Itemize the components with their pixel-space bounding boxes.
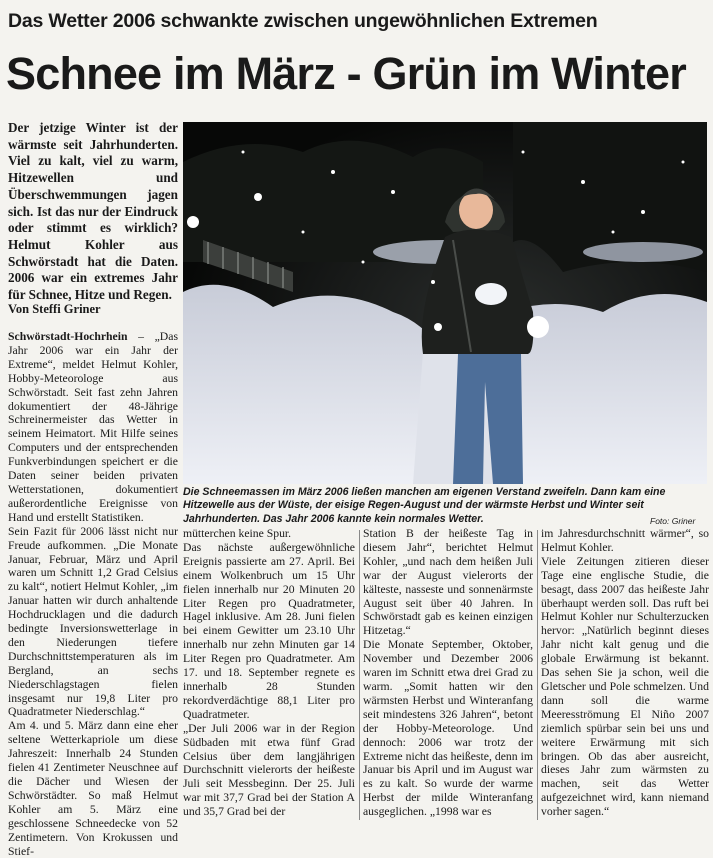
photo-illustration: [183, 122, 707, 484]
photo-caption: Die Schneemassen im März 2006 ließen manchen am eigenen Verstand zweifeln. Dann kam eine Hitzewelle aus der Wüste, der eisige Regen-August und der wärmste Herbst und Winter seit Jahrhunderten. Das Jahr 2006 kannte kein normales Wetter.: [183, 486, 666, 525]
article-column-1: [8, 330, 178, 858]
article-column-3: [363, 527, 533, 822]
snow-photo: [183, 122, 707, 484]
article-column-2: [183, 527, 355, 822]
dateline: Schwörstadt-Hochrhein: [8, 330, 128, 343]
paragraph: Die Monate September, Oktober, November und Dezember 2006 waren im Schnitt etwa drei Grad zu warm. „Somit hatten wir den wärmsten Herbst und Winteranfang seit mindestens 326 Jahren“, betont der Hobby-Meteorologe. Und dennoch: 2006 war trotz der Extreme nicht das heißeste, denn im Januar bis April und im August war es zu kalt. So wurde der warme Herbst der milde Winteranfang ausgeglichen. „1998 war es: [363, 638, 533, 819]
paragraph: Station B der heißeste Tag in diesem Jahr“, berichtet Helmut Kohler, „und nach dem heißen Juli war der August vielerorts der kälteste, nasseste und sonnenärmste August seit über 40 Jahren. In Schwörstadt gab es keinen einzigen Hitzetag.“: [363, 527, 533, 638]
paragraph: Viele Zeitungen zitieren dieser Tage eine englische Studie, die besagt, dass 2007 das heißeste Jahr überhaupt werden soll. Das ruft bei Helmut Kohler nur Schulterzucken hervor: „Natürlich beginnt dieses Jahr nicht kalt genug und die globale Erwärmung ist bekannt. Das sehen Sie ja schon, weil die Gletscher und Pole schmelzen. Und dann soll die warme Meeresströmung El Niño 2007 ziemlich spürbar sein bei uns und weitere Erwärmung mit sich bringen. Ob das aber ausreicht, dieses Jahr zum wärmsten zu machen, seit das Wetter aufgezeichnet wird, kann niemand vorher sagen.“: [541, 554, 709, 819]
article-column-4: [541, 527, 709, 822]
lead-paragraph: Der jetzige Winter ist der wärmste seit Jahrhunderten. Viel zu kalt, viel zu warm, Hitzewellen und Überschwemmungen jagen sich. Ist das nur der Eindruck oder stimmt es wirklich? Helmut Kohler aus Schwörstadt hat die Daten. 2006 war ein extremes Jahr für Schnee, Hitze und Regen.: [8, 120, 178, 303]
paragraph-text: – „Das Jahr 2006 war ein Jahr der Extreme“, meldet Helmut Kohler, Hobby-Meteorologe aus Schwörstadt. Seit fast zehn Jahren dokumentiert der 48-Jährige Schreinermeister das Wetter in seinem Heimatort. Mit Hilfe seines Computers und der entsprechenden Funkverbindungen speichert er die Daten seiner beiden privaten Wetterstationen, dokumentiert außerordentliche Ereignisse von Hand und erstellt Statistiken.: [8, 330, 178, 524]
paragraph: Am 4. und 5. März dann eine eher seltene Wetterkapriole um diese Jahreszeit: Innerhalb 24 Stunden fielen 41 Zentimeter Neuschnee auf die Dächer und Wiesen der Schwörstädter. So maß Helmut Kohler am 5. März eine geschlossene Schneedecke von 52 Zentimetern. Von Krokussen und Stief-: [8, 719, 178, 858]
main-headline: Schnee im März - Grün im Winter: [6, 48, 686, 99]
paragraph: „Der Juli 2006 war in der Region Südbaden mit etwa fünf Grad Celsius über dem langjährigen Durchschnitt vielerorts der heißeste Juli seit Messbeginn. Der 25. Juli war mit 37,7 Grad bei der Station A und 35,7 Grad bei der: [183, 721, 355, 819]
paragraph: [8, 330, 178, 525]
paragraph: mütterchen keine Spur.: [183, 527, 292, 540]
kicker-headline: Das Wetter 2006 schwankte zwischen ungewöhnlichen Extremen: [8, 10, 598, 32]
paragraph: Sein Fazit für 2006 lässt nicht nur Freude aufkommen. „Die Monate Januar, Februar, März und April waren um Schnitt 1,2 Grad Celsius zu kalt“, notiert Helmut Kohler, „im Januar hatten wir durch anhaltende Hochdrucklagen und die dadurch bedingte Inversionswetterlage in den Niederungen tiefere Durchschnittstemperaturen als im Bergland, an sechs Niederschlagstagen fielen insgesamt nur 19,8 Liter pro Quadratmeter Niederschlag.“: [8, 524, 178, 719]
photo-credit: Foto: Griner: [650, 516, 696, 526]
paragraph: im Jahresdurchschnitt wärmer“, so Helmut Kohler.: [541, 527, 709, 554]
paragraph: Das nächste außergewöhnliche Ereignis passierte am 27. April. Bei einem Wolkenbruch um 15 Uhr fielen innerhalb nur 20 Minuten 20 Liter Regen pro Quadratmeter, Hagel inklusive. Am 28. Juni fielen bei einem Gewitter um 23.10 Uhr innerhalb nur zehn Minuten gar 14 Liter Regen pro Quadratmeter. Am 17. und 18. September regnete es innerhalb 28 Stunden rekordverdächtige 88,1 Liter pro Quadratmeter.: [183, 540, 355, 721]
column-divider: [359, 530, 360, 820]
byline: Von Steffi Griner: [8, 302, 101, 316]
column-divider: [537, 530, 538, 820]
